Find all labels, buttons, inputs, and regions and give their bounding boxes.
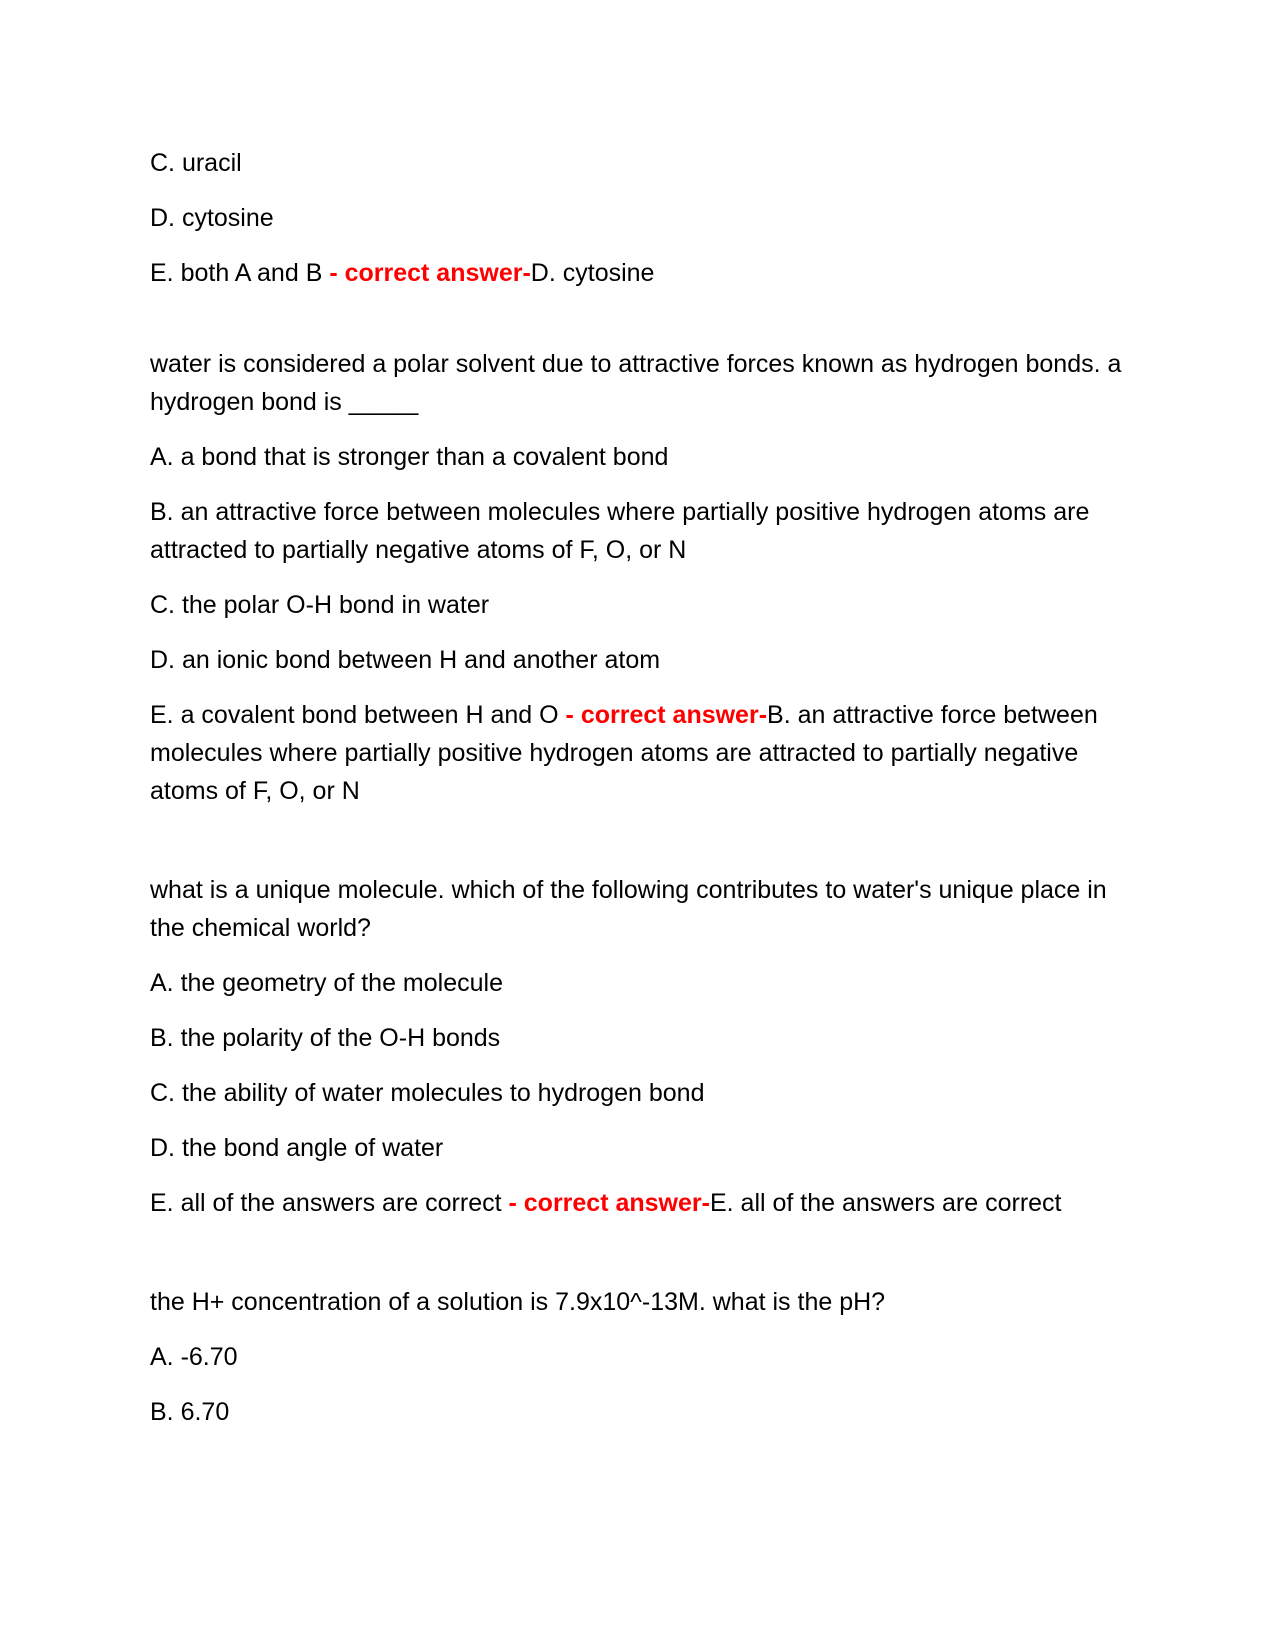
correct-answer-text: E. all of the answers are correct bbox=[709, 1189, 1062, 1217]
option-b: B. an attractive force between molecules where partially positive hydrogen atoms are attracted to partially negative atoms of F, O, or N bbox=[150, 498, 1090, 564]
option-d-cytosine: D. cytosine bbox=[150, 204, 274, 232]
option-text: E. both A and B bbox=[150, 259, 323, 287]
question-text: what is a unique molecule. which of the following contributes to water's unique place in the chemical world? bbox=[150, 876, 1107, 942]
option-e-answer-line bbox=[150, 696, 1125, 810]
option-c: C. the polar O-H bond in water bbox=[150, 591, 490, 619]
option-b: B. the polarity of the O-H bonds bbox=[150, 1024, 501, 1052]
option-a: A. -6.70 bbox=[150, 1343, 238, 1371]
option-a: A. a bond that is stronger than a covalent bond bbox=[150, 443, 669, 471]
document-content bbox=[150, 144, 1125, 1448]
correct-answer-text: B. an attractive force between molecules where partially positive hydrogen atoms are attracted to partially negative atoms of F, O, or N bbox=[150, 701, 1098, 805]
option-b: B. 6.70 bbox=[150, 1398, 230, 1426]
option-c: C. the ability of water molecules to hydrogen bond bbox=[150, 1079, 705, 1107]
option-text: E. a covalent bond between H and O bbox=[150, 701, 559, 729]
question-text: the H+ concentration of a solution is 7.9x10^-13M. what is the pH? bbox=[150, 1288, 886, 1316]
option-e-answer-line bbox=[150, 1184, 1125, 1222]
correct-answer-marker: - correct answer- bbox=[501, 1189, 710, 1217]
correct-answer-text: D. cytosine bbox=[530, 259, 655, 287]
option-a: A. the geometry of the molecule bbox=[150, 969, 503, 997]
option-c-uracil: C. uracil bbox=[150, 149, 242, 177]
option-d: D. an ionic bond between H and another atom bbox=[150, 646, 661, 674]
option-e-answer-line bbox=[150, 254, 1125, 292]
option-d: D. the bond angle of water bbox=[150, 1134, 444, 1162]
correct-answer-marker: - correct answer- bbox=[322, 259, 531, 287]
question-text: water is considered a polar solvent due to attractive forces known as hydrogen bonds. a hydrogen bond is _____ bbox=[150, 350, 1122, 416]
option-text: E. all of the answers are correct bbox=[150, 1189, 502, 1217]
correct-answer-marker: - correct answer- bbox=[558, 701, 768, 729]
